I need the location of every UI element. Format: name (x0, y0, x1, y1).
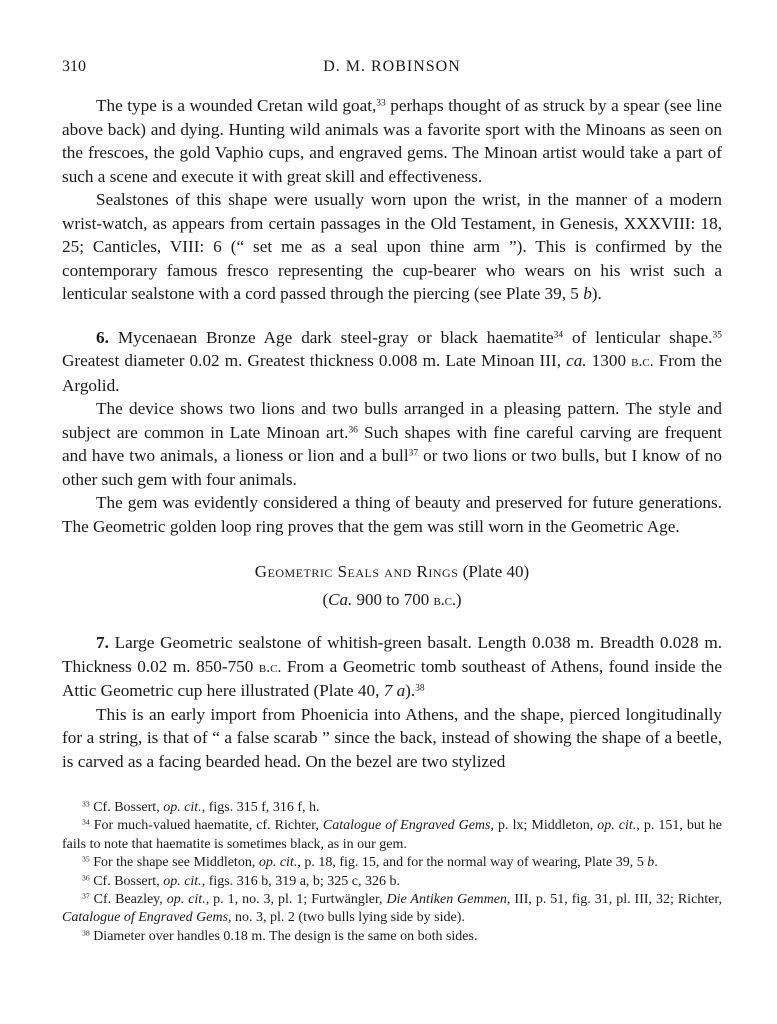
running-head (62, 58, 722, 82)
section-heading: Geometric Seals and Rings (Plate 40) (254, 562, 530, 581)
entry-7-intro: 7. Large Geometric sealstone of whitish-green basalt. Length 0.038 m. Breadth 0.028 m. Thickness 0.02 m. 850-750 b.c. From a Geometric tomb southeast of Athens, found inside the Attic Geometric cup here illustrated (Plate 40, 7 a).$^{38}$ (62, 633, 722, 700)
page (62, 58, 722, 946)
footnote: $^{33}$ Cf. Bossert, op. cit., figs. 315 f, 316 f, h. (82, 799, 320, 815)
running-head-author: D. M. ROBINSON (323, 58, 461, 75)
page-number: 310 (62, 58, 86, 75)
footnote-ref[interactable]: 38 (415, 683, 425, 694)
section-date: (Ca. 900 to 700 b.c.) (322, 590, 462, 609)
paragraph: The device shows two lions and two bulls arranged in a pleasing pattern. The style and subject are common in Late Minoan art.$^{36}$ Such shapes with fine careful carving are frequent and have two animals, a lioness or lion and a bull$^{37}$ or two lions or two bulls, but I know of no other such gem with four animals. (62, 399, 722, 489)
footnote-ref[interactable]: 36 (348, 424, 358, 435)
entry-number: 7. (96, 633, 109, 652)
footnote-ref[interactable]: 34 (553, 329, 564, 340)
paragraph: This is an early import from Phoenicia into Athens, and the shape, pierced longitudinally for a string, is that of “ a false scarab ” since the back, instead of showing the shape of a beetle, is carved as a facing bearded head. On the bezel are two stylized (62, 704, 722, 771)
paragraph: The type is a wounded Cretan wild goat,$^{33}$ perhaps thought of as struck by a spear (see line above back) and dying. Hunting wild animals was a favorite sport with the Minoans as seen on the frescoes, the gold Vaphio cups, and engraved gems. The Minoan artist would take a part of such a scene and execute it with great skill and effectiveness. (62, 96, 722, 186)
footnote: $^{34}$ For much-valued haematite, cf. Richter, Catalogue of Engraved Gems, p. lx; Middleton, op. cit., p. 151, but he fails to note that haematite is sometimes black, as in our gem. (62, 817, 723, 852)
body-text (62, 94, 722, 773)
footnote-ref[interactable]: 35 (712, 329, 722, 340)
footnote: $^{36}$ Cf. Bossert, op. cit., figs. 316 b, 319 a, b; 325 c, 326 b. (82, 873, 401, 889)
footnote-ref[interactable]: 37 (408, 448, 419, 459)
footnote: $^{35}$ For the shape see Middleton, op. cit., p. 18, fig. 15, and for the normal way of wearing, Plate 39, 5 b. (82, 854, 658, 871)
footnote-ref[interactable]: 33 (376, 98, 386, 109)
footnote: $^{38}$ Diameter over handles 0.18 m. The design is the same on both sides. (82, 928, 478, 944)
paragraph: Sealstones of this shape were usually worn upon the wrist, in the manner of a modern wrist-watch, as appears from certain passages in the Old Testament, in Genesis, XXXVIII: 18, 25; Canticles, VIII: 6 (“ set me as a seal upon thine arm ”). This is confirmed by the contemporary famous fresco representing the cup-bearer who wears on his wrist such a lenticular sealstone with a cord passed through the piercing (see Plate 39, 5 b). (62, 190, 722, 303)
footnote: $^{37}$ Cf. Beazley, op. cit., p. 1, no. 3, pl. 1; Furtwängler, Die Antiken Gemmen, III, p. 51, fig. 31, pl. III, 32; Richter, Catalogue of Engraved Gems, no. 3, pl. 2 (two bulls lying side by side). (62, 891, 722, 926)
paragraph: The gem was evidently considered a thing of beauty and preserved for future generations. The Geometric golden loop ring proves that the gem was still worn in the Geometric Age. (62, 493, 722, 536)
footnotes (62, 799, 722, 946)
entry-6-intro: 6. Mycenaean Bronze Age dark steel-gray or black haematite$^{34}$ of lenticular shape.$^{35}$ Greatest diameter 0.02 m. Greatest thickness 0.008 m. Late Minoan III, ca. 1300 b.c. From the Argolid. (62, 327, 722, 395)
entry-number: 6. (96, 327, 109, 347)
